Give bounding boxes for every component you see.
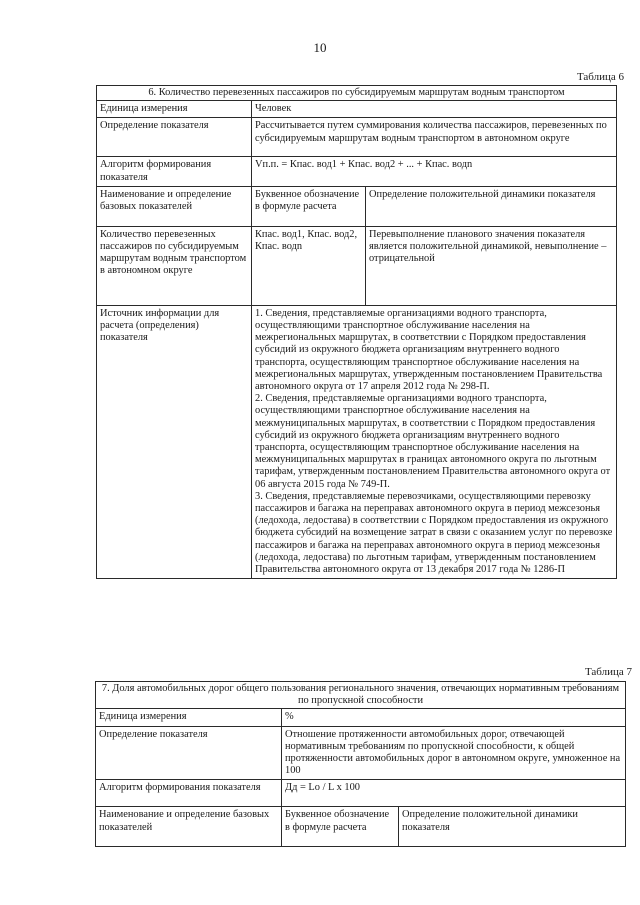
table6-source-label: Источник информации для расчета (определения) показателя: [97, 305, 252, 578]
table6-base-row: [97, 226, 617, 305]
table6-base-name: Количество перевезенных пассажиров по субсидируемым маршрутам водным транспортом в автономном округе: [97, 226, 252, 305]
table6-title: 6. Количество перевезенных пассажиров по субсидируемым маршрутам водным транспортом: [97, 86, 617, 101]
table6-definition-row: [97, 118, 617, 157]
table7-letter-header: Буквенное обозначение в формуле расчета: [282, 807, 399, 847]
table6: [96, 85, 617, 579]
table6-base-letter: Кпас. вод1, Кпас. вод2, Кпас. водn: [252, 226, 366, 305]
table6-unit-value: Человек: [252, 101, 617, 118]
table6-algorithm-label: Алгоритм формирования показателя: [97, 157, 252, 186]
table7-unit-label: Единица измерения: [96, 709, 282, 726]
table6-letter-header: Буквенное обозначение в формуле расчета: [252, 186, 366, 226]
table7-algorithm-row: [96, 780, 626, 807]
table6-source-1: 1. Сведения, представляемые организациями водного транспорта, осуществляющими транспортное обслуживание населения на межрегиональных маршрутах, в соответствии с Порядком предоставления субсидий из окружного бюджета организациям внутреннего водного транспорта, осуществляющим транспортное обслуживание населения на межрегиональных маршрутах, утвержденным постановлением Правительства автономного округа от 17 апреля 2012 года № 298-П.: [255, 307, 603, 393]
table7-title-row: [96, 682, 626, 709]
table6-source-row: [97, 305, 617, 578]
table6-base-header-row: [97, 186, 617, 226]
table7-dynamics-header: Определение положительной динамики показателя: [399, 807, 626, 847]
table7-definition-label: Определение показателя: [96, 726, 282, 780]
table6-definition-label: Определение показателя: [97, 118, 252, 157]
table7-unit-row: [96, 709, 626, 726]
table6-algorithm-row: [97, 157, 617, 186]
table7-title: 7. Доля автомобильных дорог общего пользования регионального значения, отвечающих нормативным требованиям по пропускной способности: [96, 682, 626, 709]
table6-unit-row: [97, 101, 617, 118]
table6-label: Таблица 6: [576, 71, 624, 83]
table6-base-dynamics: Перевыполнение планового значения показателя является положительной динамикой, невыполнение – отрицательной: [366, 226, 617, 305]
table6-source-2: 2. Сведения, представляемые организациями водного транспорта, осуществляющими транспортное обслуживание населения на межмуниципальных маршрутах, в соответствии с Порядком предоставления субсидий из окружного бюджета организациям внутреннего водного транспорта, осуществляющим транспортное обслуживание населения на межмуниципальных маршрутах в границах автономного округа по льготным тарифам, утвержденным постановлением Правительства автономного округа от 06 августа 2015 года № 749-П.: [255, 393, 611, 490]
table7-unit-value: %: [282, 709, 626, 726]
page-number: 10: [313, 40, 327, 55]
table6-base-header: Наименование и определение базовых показателей: [97, 186, 252, 226]
table6-algorithm-value: Vп.п. = Кпас. вод1 + Кпас. вод2 + ... + Кпас. водn: [252, 157, 617, 186]
table6-title-row: [97, 86, 617, 101]
table7: [95, 681, 626, 847]
table6-definition-value: Рассчитывается путем суммирования количества пассажиров, перевезенных по субсидируемым маршрутам водным транспортом в автономном округе: [252, 118, 617, 157]
table6-source-cell: [252, 305, 617, 578]
table7-definition-value: Отношение протяженности автомобильных дорог, отвечающей нормативным требованиям по пропускной способности, к общей протяженности автомобильных дорог в автономном округе, умноженное на 100: [282, 726, 626, 780]
table6-dynamics-header: Определение положительной динамики показателя: [366, 186, 617, 226]
table7-algorithm-value: Дд = Lо / L х 100: [282, 780, 626, 807]
table6-unit-label: Единица измерения: [97, 101, 252, 118]
table6-source-3: 3. Сведения, представляемые перевозчиками, осуществляющими перевозку пассажиров и багажа на переправах автономного округа в период межсезонья (ледохода, ледостава) в соответствии с Порядком предоставления из окружного бюджета субсидий на возмещение затрат в связи с оказанием услуг по перевозке пассажиров и багажа на переправах автономного округа в период межсезонья (ледохода, ледостава) по льготным тарифам, утвержденным постановлением Правительства автономного округа от 13 декабря 2017 года № 1286-П: [255, 490, 613, 576]
table7-base-header: Наименование и определение базовых показателей: [96, 807, 282, 847]
table7-algorithm-label: Алгоритм формирования показателя: [96, 780, 282, 807]
table7-base-header-row: [96, 807, 626, 847]
table7-definition-row: [96, 726, 626, 780]
table7-label: Таблица 7: [584, 666, 632, 678]
